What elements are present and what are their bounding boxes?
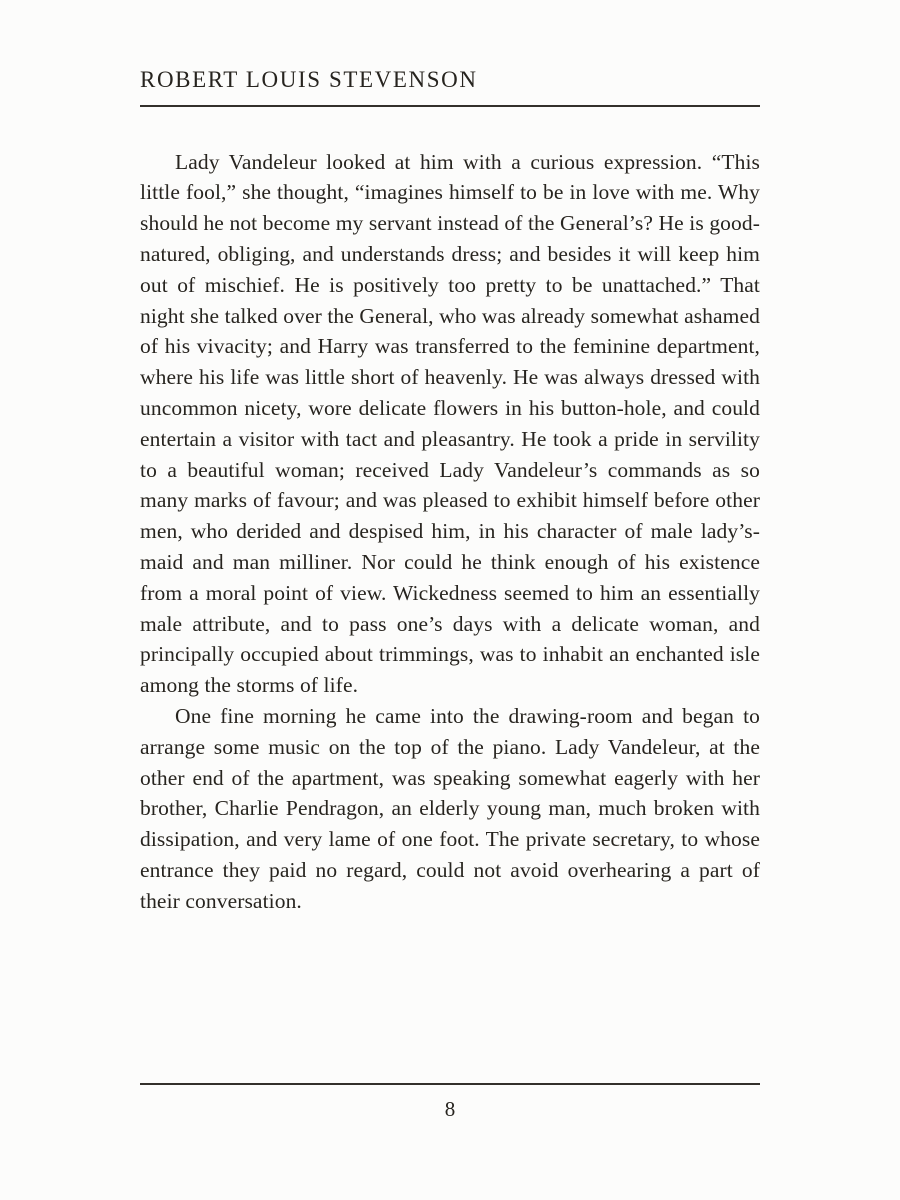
running-header: ROBERT LOUIS STEVENSON <box>140 66 760 107</box>
page-number: 8 <box>444 1097 456 1121</box>
page-footer <box>140 1083 760 1122</box>
footer-rule <box>140 1083 760 1085</box>
paragraph: Lady Vandeleur looked at him with a curious expression. “This little fool,” she thought, “imagines himself to be in love with me. Why should he not become my servant instead of the General’s? He is good-natured, obliging, and understands dress; and besides it will keep him out of mischief. He is positively too pretty to be unattached.” That night she talked over the General, who was already somewhat ashamed of his vivacity; and Harry was transferred to the feminine department, where his life was little short of heavenly. He was always dressed with uncommon nicety, wore delicate flowers in his button-hole, and could entertain a visitor with tact and pleasantry. He took a pride in servility to a beautiful woman; received Lady Vandeleur’s commands as so many marks of favour; and was pleased to exhibit himself before other men, who derided and despised him, in his character of male lady’s-maid and man milliner. Nor could he think enough of his existence from a moral point of view. Wickedness seemed to him an essentially male attribute, and to pass one’s days with a delicate woman, and principally occupied about trimmings, was to inhabit an enchanted isle among the storms of life. <box>140 149 760 698</box>
body-text <box>140 147 760 917</box>
paragraph: One fine morning he came into the drawing-room and began to arrange some music on the top of the piano. Lady Vandeleur, at the other end of the apartment, was speaking somewhat eagerly with her brother, Charlie Pendragon, an elderly young man, much broken with dissipation, and very lame of one foot. The private secretary, to whose entrance they paid no regard, could not avoid overhearing a part of their conversation. <box>140 703 760 913</box>
